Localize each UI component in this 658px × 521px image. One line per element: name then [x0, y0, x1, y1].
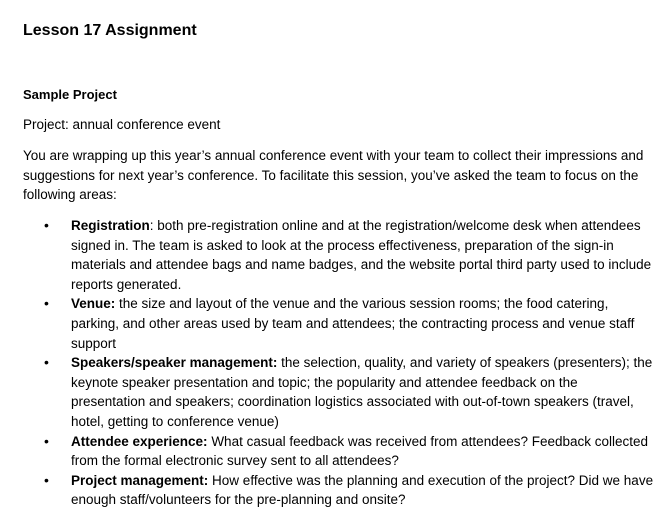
bullet-icon: • [44, 217, 49, 233]
bullet-icon: • [44, 471, 49, 488]
list-item [23, 353, 655, 431]
list-item [23, 294, 655, 353]
area-text: How effective was the planning and execution of the project? Did we have enough staff/volunteers for the pre-planning and onsite? [71, 472, 654, 508]
document-title: Lesson 17 Assignment [23, 22, 197, 39]
intro-paragraph: You are wrapping up this year’s annual conference event with your team to collect their impressions and suggestions for next year’s conference. To facilitate this session, you’ve asked the team to focus on the following areas: [23, 148, 644, 203]
area-label: Attendee experience: [71, 433, 208, 449]
list-item [23, 432, 655, 471]
bullet-icon: • [44, 295, 49, 312]
list-item [23, 216, 655, 294]
area-label: Project management: [71, 472, 209, 488]
area-label: Speakers/speaker management: [71, 355, 278, 371]
bullet-icon: • [44, 354, 49, 371]
project-line: Project: annual conference event [23, 117, 221, 132]
section-heading: Sample Project [23, 87, 117, 102]
list-item [23, 471, 655, 510]
focus-areas-list [23, 216, 655, 510]
area-text: the size and layout of the venue and the various session rooms; the food catering, parking, and other areas used by team and attendees; the contracting process and venue staff support [71, 296, 635, 351]
area-label: Registration [71, 218, 150, 233]
area-text: both pre-registration online and at the registration/welcome desk when attendees signed in. The team is asked to look at the process effectiveness, preparation of the sign-in materials and attendee bags and name badges, and the website portal third party used to include reports generated. [71, 218, 652, 292]
area-text: the selection, quality, and variety of speakers (presenters); the keynote speaker presentation and topic; the popularity and attendee feedback on the presentation and speakers; coordination logistics associated with out-of-town speakers (travel, hotel, getting to conference venue) [71, 355, 653, 429]
area-label: Venue: [71, 296, 116, 312]
area-separator: : [149, 218, 154, 233]
bullet-icon: • [44, 432, 49, 449]
area-text: What casual feedback was received from attendees? Feedback collected from the formal electronic survey sent to all attendees? [71, 433, 649, 469]
